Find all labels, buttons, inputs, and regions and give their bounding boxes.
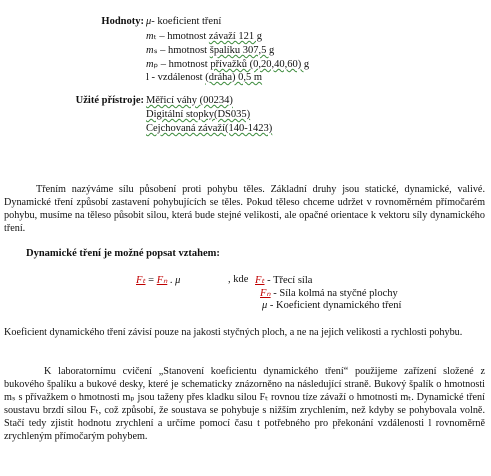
instrument-item: Digitální stopky(DS035) (146, 109, 251, 120)
paragraph-coefficient: Koeficient dynamického tření závisí pouze na jakosti styčných ploch, a ne na jejich velikosti a rychlosti pohybu. (4, 327, 463, 338)
section-heading: Dynamické tření je možné popsat vztahem: (26, 248, 220, 259)
value-item: μ- koeficient tření (146, 16, 222, 27)
values-heading: Hodnoty: (101, 16, 144, 27)
instrument-item: Cejchovaná závaží(140-1423) (146, 123, 273, 134)
paragraph-lab: K laboratornímu cvičení „Stanovení koeficientu dynamického tření“ použijeme zařízení složené z bukového špalíku a bukové desky, které je schematicky znázorněno na následující straně. Bukový špalík o hmotnosti mₛ s přívažkem o hmotnosti mₚ jsou taženy přes kladku silou Fₜ rovnou tíze závaží o hmotnosti mₜ. Dynamické tření soustavu brzdí silou Fₜ, což způsobí, že soustava se pohybuje s nižším zrychlením, než kdyby se pohybovala volně. Stačí tedy zjistit hodnotu zrychlení a určíme pomocí času t potřebného pro překonání vzdálenosti l rovnoměrně zrychleným přímočarým pohybem. (4, 366, 485, 442)
instruments-heading: Užité přístroje: (75, 95, 144, 106)
legend-row: Fₜ - Třecí síla (255, 275, 313, 286)
value-item: mₜ – hmotnost závaží 121 g (146, 31, 262, 42)
formula-where: , kde (228, 274, 249, 285)
instrument-item: Měřicí váhy (00234) (146, 95, 233, 106)
paragraph-intro: Třením nazýváme sílu působení proti pohybu těles. Základní druhy jsou statické, dynamické, valivé. Dynamické tření způsobí zastavení pohybujících se těles. Pokud těleso chceme udržet v rovnoměrném přímočarém pohybu, musíme na těleso působit silou, která bude stejné velikosti, ale opačné orientace k vektoru síly dynamického tření. (4, 184, 485, 234)
value-item: mₛ – hmotnost špalíku 307,5 g (146, 45, 275, 56)
legend-row: μ - Koeficient dynamického tření (262, 300, 402, 311)
value-item: mₚ – hmotnost přívažků (0,20,40,60) g (146, 59, 310, 70)
value-item: l - vzdálenost (dráha) 0,5 m (146, 72, 263, 83)
formula: Fₜ = Fₙ . μ (136, 275, 181, 286)
legend-row: Fₙ - Síla kolmá na styčné plochy (260, 288, 398, 299)
